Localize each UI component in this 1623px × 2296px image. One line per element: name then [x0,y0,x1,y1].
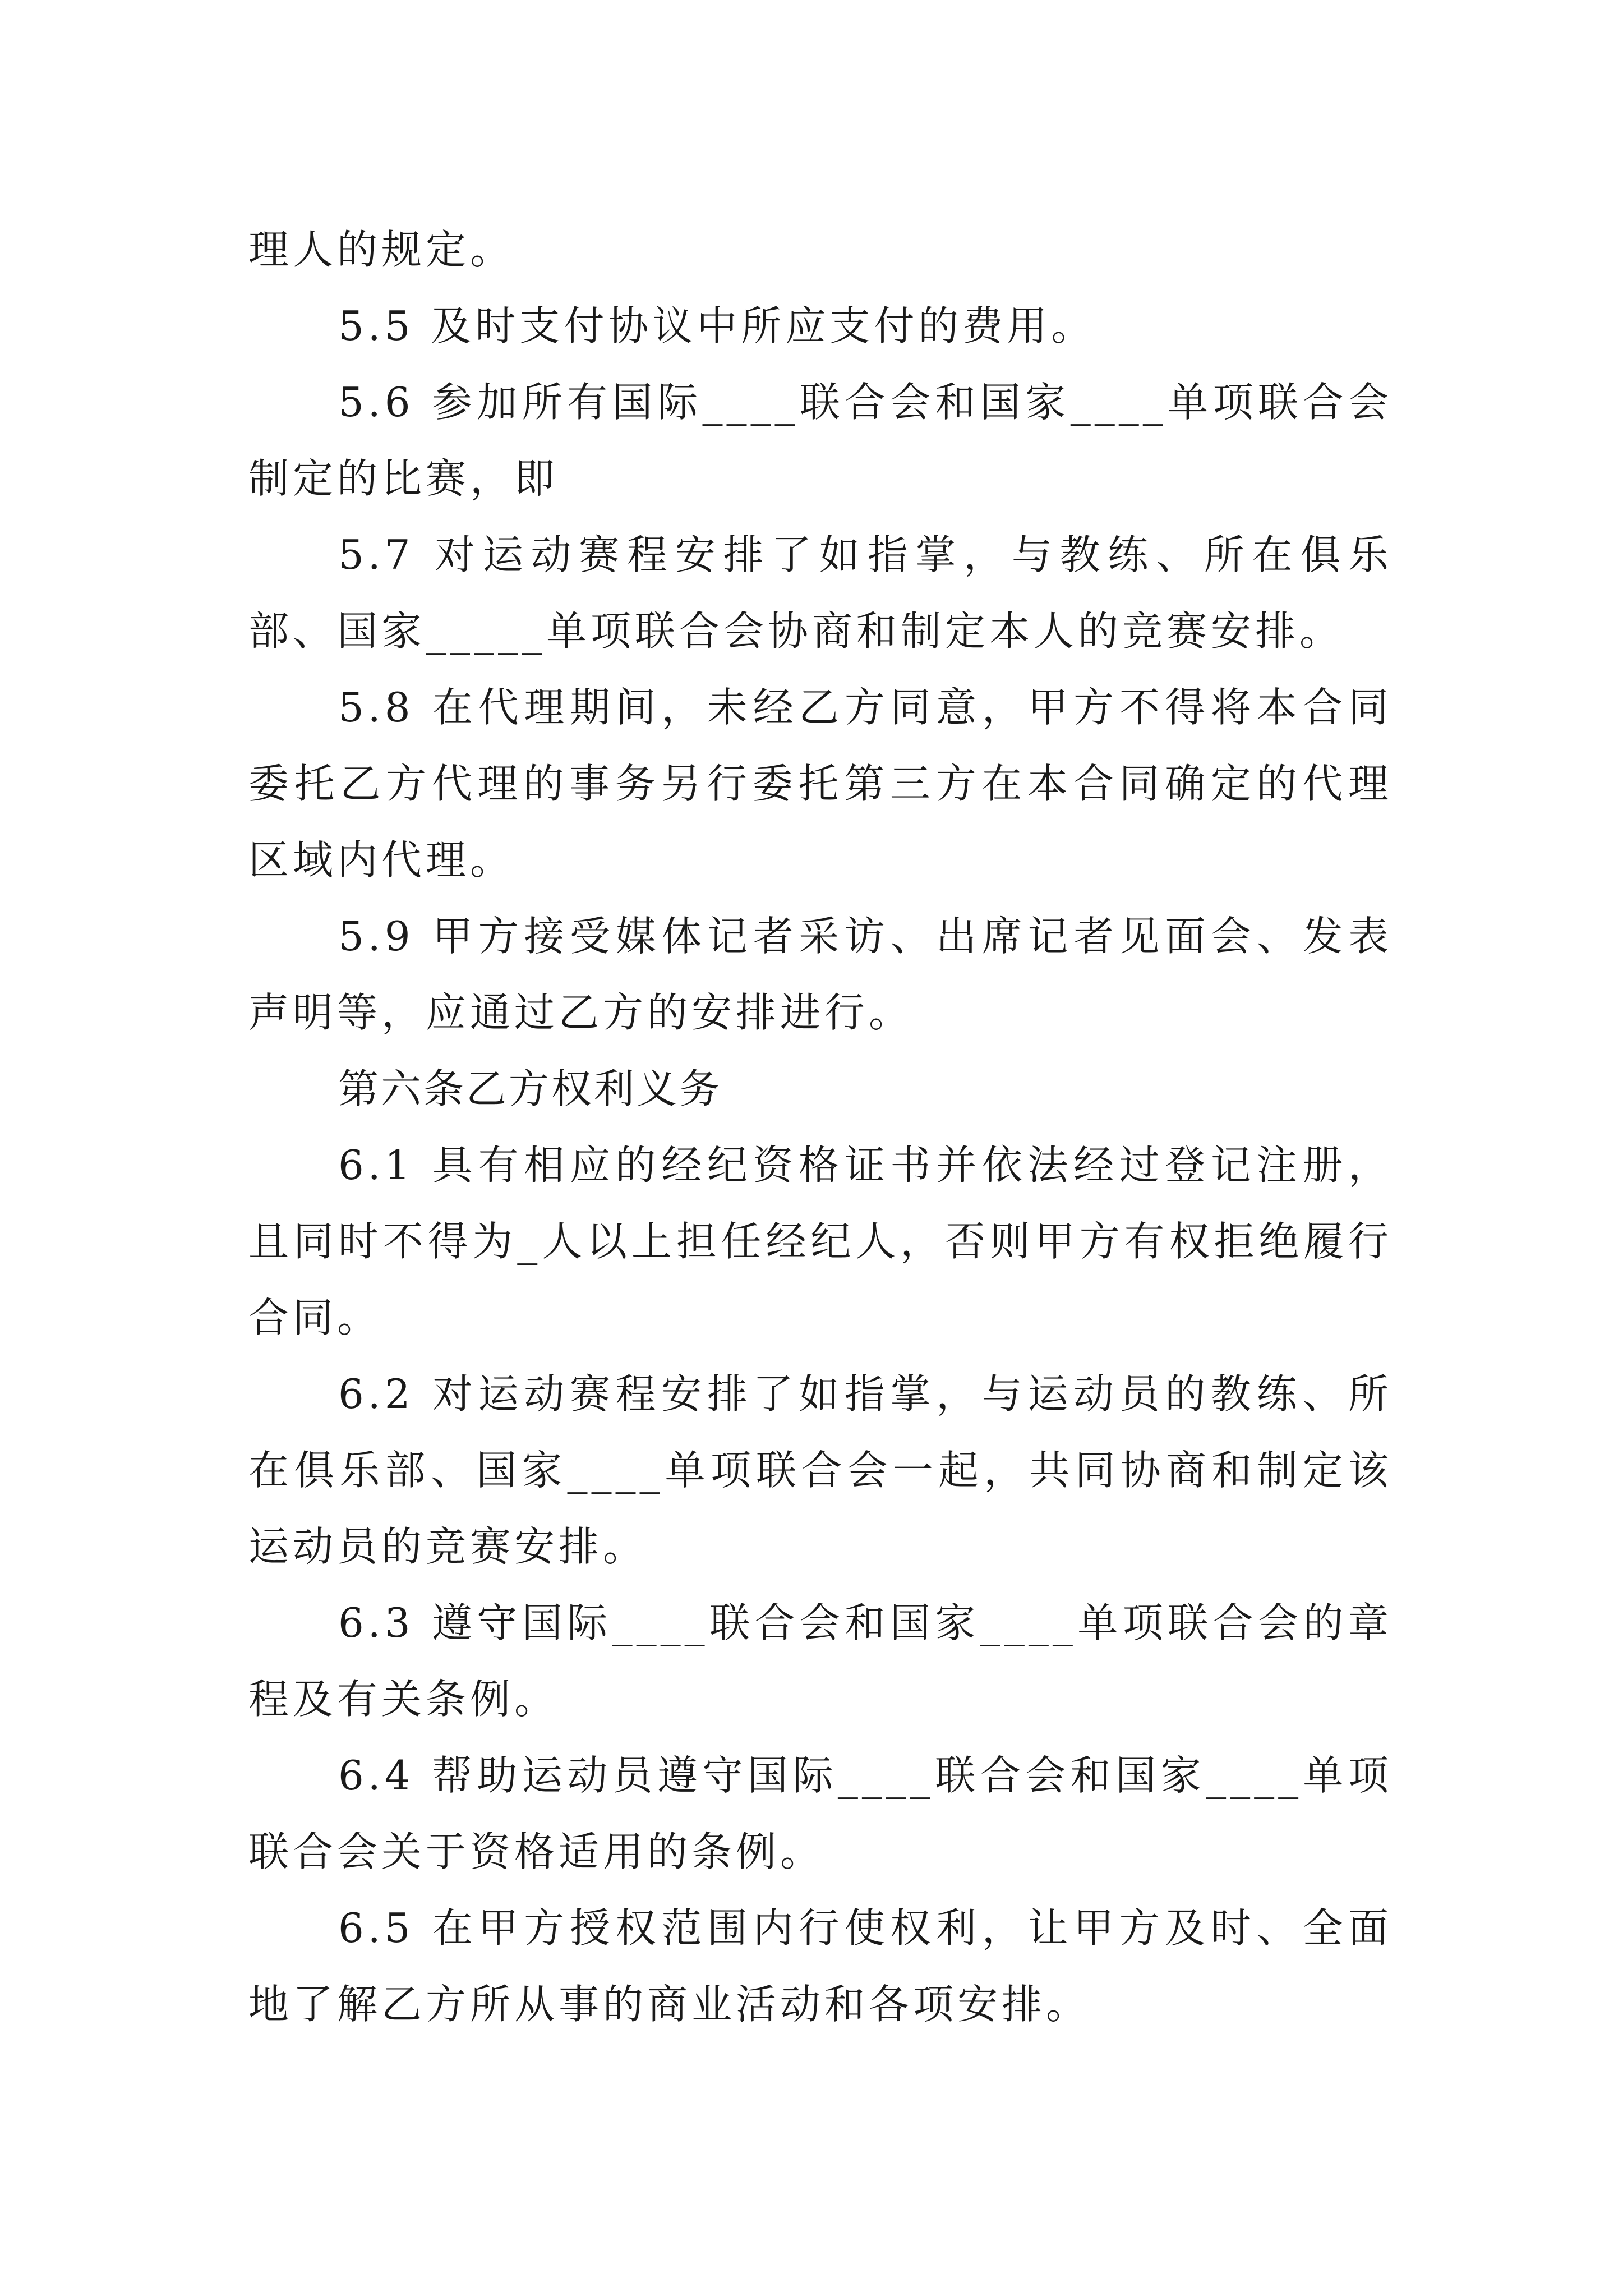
clause-6-5: 6.5 在甲方授权范围内行使权利，让甲方及时、全面地了解乙方所从事的商业活动和各项安排。 [248,1904,1393,2028]
clause-5-7: 5.7 对运动赛程安排了如指掌，与教练、所在俱乐部、国家_____单项联合会协商和制定本人的竞赛安排。 [248,531,1393,655]
paragraph-continuation: 理人的规定。 [248,226,515,273]
document-body [248,211,1393,2042]
article-6-heading: 第六条乙方权利义务 [338,1065,722,1112]
clause-6-3: 6.3 遵守国际____联合会和国家____单项联合会的章程及有关条例。 [248,1599,1393,1723]
clause-6-2: 6.2 对运动赛程安排了如指掌，与运动员的教练、所在俱乐部、国家____单项联合会一起，共同协商和制定该运动员的竞赛安排。 [248,1370,1393,1570]
clause-5-5: 5.5 及时支付协议中所应支付的费用。 [338,302,1096,349]
clause-5-8: 5.8 在代理期间，未经乙方同意，甲方不得将本合同委托乙方代理的事务另行委托第三方在本合同确定的代理区域内代理。 [248,684,1393,884]
clause-5-9: 5.9 甲方接受媒体记者采访、出席记者见面会、发表声明等，应通过乙方的安排进行。 [248,913,1393,1036]
clause-5-6: 5.6 参加所有国际____联合会和国家____单项联合会制定的比赛，即 [248,379,1393,502]
clause-6-4: 6.4 帮助运动员遵守国际____联合会和国家____单项联合会关于资格适用的条例。 [248,1752,1393,1875]
clause-6-1: 6.1 具有相应的经纪资格证书并依法经过登记注册，且同时不得为_人以上担任经纪人，否则甲方有权拒绝履行合同。 [248,1142,1393,1341]
